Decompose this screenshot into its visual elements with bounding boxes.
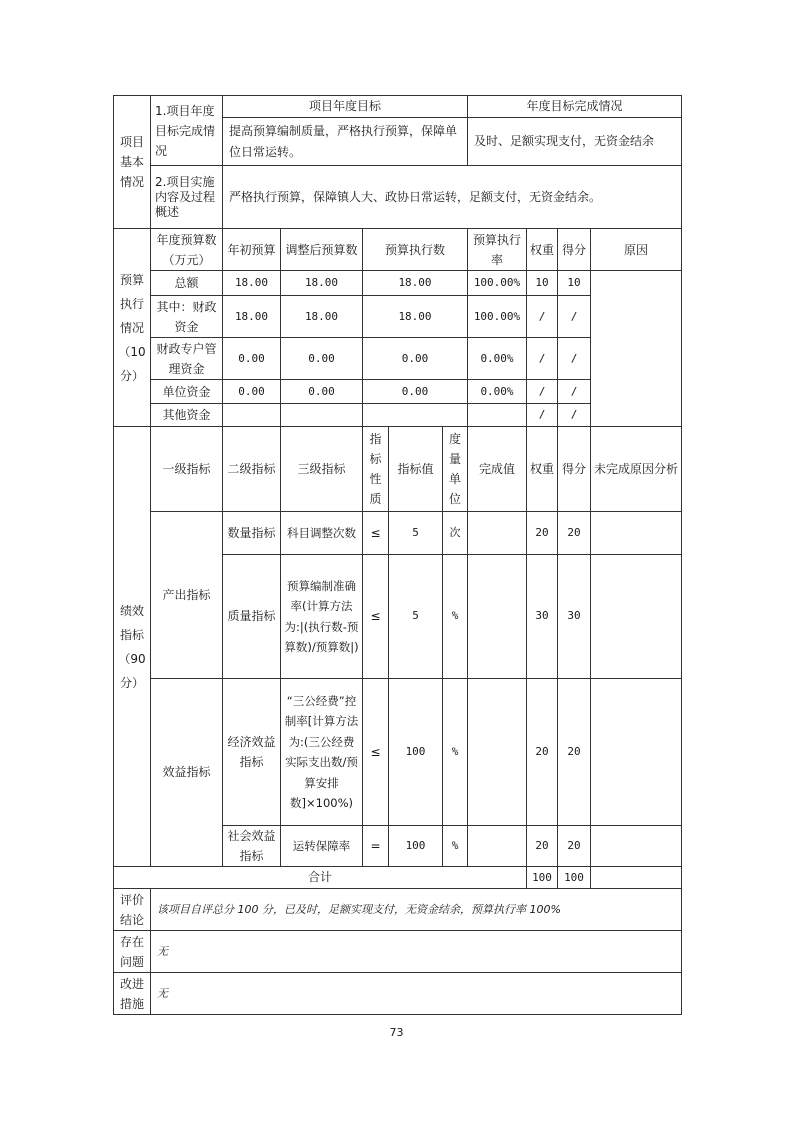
- perf-row-level2: [222, 554, 281, 679]
- total-label-text: 合计: [307, 870, 332, 884]
- perf-row-level2: [222, 825, 281, 867]
- impl-label-text: 2.项目实施内容及过程概述: [155, 174, 216, 219]
- perf-row-weight-text: 20: [535, 838, 549, 852]
- budget-header-reason-text: 原因: [623, 242, 648, 257]
- total-weight: [526, 866, 558, 889]
- budget-row-score: [557, 403, 591, 427]
- perf-row-reason: [590, 511, 682, 555]
- budget-row-name: [150, 337, 223, 380]
- total-blank: [590, 866, 682, 889]
- perf-row-nature-text: ≤: [370, 525, 381, 540]
- budget-row-executed: [362, 403, 468, 427]
- perf-row-level2-text: 数量指标: [227, 525, 276, 540]
- conclusion-label-text: 评价结论: [119, 892, 144, 927]
- perf-header-level3: [280, 426, 363, 512]
- budget-row-weight-text: /: [538, 351, 546, 365]
- section-performance-label: [113, 426, 151, 867]
- perf-header-nature-text: 指标性质: [369, 432, 382, 506]
- perf-header-weight-text: 权重: [530, 462, 555, 476]
- budget-row-score-text: /: [570, 384, 578, 398]
- budget-header-rate-text: 预算执行率: [472, 232, 521, 267]
- budget-row-initial-text: 18.00: [234, 276, 269, 289]
- perf-row-done: [467, 678, 527, 826]
- perf-row-unit-text: %: [451, 609, 459, 623]
- perf-header-nature: [362, 426, 389, 512]
- perf-header-unit-text: 度量单位: [448, 432, 461, 506]
- perf-row-score-text: 20: [567, 838, 581, 852]
- perf-row-score: [557, 554, 591, 679]
- perf-row-level3: [280, 554, 363, 679]
- perf-row-value: [388, 554, 443, 679]
- perf-header-value-text: 指标值: [397, 462, 434, 476]
- goal-label: [150, 95, 223, 166]
- budget-header-adjusted: [280, 228, 363, 271]
- perf-row-unit-text: %: [451, 744, 459, 758]
- budget-row-executed-text: 0.00: [401, 351, 429, 365]
- conclusion-text: [150, 888, 682, 931]
- budget-row-weight-text: 10: [535, 276, 549, 289]
- budget-row-score: [557, 379, 591, 404]
- measures-label: [113, 972, 151, 1015]
- budget-row-weight: [526, 337, 558, 380]
- perf-row-value-text: 100: [405, 744, 426, 758]
- perf-header-level2-text: 二级指标: [227, 462, 276, 476]
- perf-row-level3-text: “三公经费”控制率[计算方法为:(三公经费实际支出数/预算安排数]×100%): [284, 693, 359, 810]
- budget-row-initial-text: 18.00: [234, 309, 269, 323]
- budget-row-executed-text: 18.00: [398, 309, 432, 323]
- budget-row-rate: [467, 337, 527, 380]
- budget-row-name-text: 单位资金: [162, 384, 211, 399]
- budget-row-rate-text: 100.00%: [473, 309, 521, 323]
- completion-text-value: 及时、足额实现支付，无资金结余: [474, 134, 655, 148]
- section-budget-text: 预算执行情况（10分）: [118, 272, 146, 383]
- section-basic-label: [113, 95, 151, 229]
- perf-row-nature: [362, 554, 389, 679]
- measures-label-text: 改进措施: [119, 976, 144, 1011]
- goal-header-text: 项目年度目标: [308, 99, 381, 113]
- budget-row-name: [150, 403, 223, 427]
- perf-header-score-text: 得分: [561, 462, 586, 476]
- perf-header-score: [557, 426, 591, 512]
- perf-level1-output-text: 产出指标: [162, 587, 211, 602]
- perf-row-score: [557, 825, 591, 867]
- budget-row-initial: [222, 337, 281, 380]
- perf-level1-benefit: [150, 678, 223, 867]
- perf-row-level2-text: 质量指标: [227, 609, 276, 624]
- section-basic-text: 项目基本情况: [119, 135, 144, 189]
- budget-row-initial: [222, 295, 281, 338]
- total-label: [113, 866, 527, 889]
- perf-header-reason: [590, 426, 682, 512]
- budget-row-name: [150, 270, 223, 296]
- page-number: 73: [389, 1026, 404, 1039]
- perf-row-level3-text: 运转保障率: [292, 838, 351, 853]
- perf-row-weight-text: 20: [535, 744, 549, 758]
- budget-row-initial: [222, 403, 281, 427]
- perf-row-weight-text: 20: [535, 525, 549, 539]
- measures-text: [150, 972, 682, 1015]
- budget-row-adjusted: [280, 270, 363, 296]
- budget-row-adjusted-text: 0.00: [308, 351, 335, 365]
- budget-row-name-text: 其中：财政资金: [156, 299, 217, 334]
- impl-text-value: 严格执行预算，保障镇人大、政协日常运转，足额支付，无资金结余。: [229, 189, 602, 204]
- budget-row-score: [557, 337, 591, 380]
- perf-row-weight: [526, 825, 558, 867]
- budget-row-initial: [222, 379, 281, 404]
- perf-header-done-text: 完成值: [478, 462, 515, 476]
- budget-row-name: [150, 379, 223, 404]
- perf-row-score: [557, 511, 591, 555]
- problems-text-value: 无: [157, 945, 168, 958]
- budget-header-name-text: 年度预算数（万元）: [156, 232, 217, 267]
- perf-row-value: [388, 511, 443, 555]
- perf-header-done: [467, 426, 527, 512]
- impl-text: [222, 165, 682, 229]
- budget-row-name: [150, 295, 223, 338]
- budget-row-weight: [526, 270, 558, 296]
- perf-row-nature-text: =: [370, 838, 381, 853]
- conclusion-text-value: 该项目自评总分 100 分，已及时，足额实现支付，无资金结余，预算执行率 100%: [157, 903, 561, 916]
- perf-row-nature: [362, 511, 389, 555]
- perf-row-value: [388, 678, 443, 826]
- goal-text-value: 提高预算编制质量，严格执行预算，保障单位日常运转。: [229, 123, 458, 159]
- impl-label: [150, 165, 223, 229]
- budget-row-score: [557, 295, 591, 338]
- perf-row-unit: [442, 511, 468, 555]
- budget-row-adjusted-text: 18.00: [304, 309, 339, 323]
- budget-row-weight-text: /: [538, 309, 546, 323]
- budget-row-initial-text: 0.00: [238, 351, 265, 365]
- perf-row-unit: [442, 554, 468, 679]
- perf-row-done: [467, 511, 527, 555]
- goal-text: [222, 117, 468, 166]
- budget-row-executed-text: 0.00: [401, 384, 429, 398]
- section-budget-label: [113, 228, 151, 427]
- perf-row-weight: [526, 554, 558, 679]
- budget-row-weight: [526, 295, 558, 338]
- perf-row-level3: [280, 678, 363, 826]
- perf-row-level2-text: 社会效益指标: [227, 828, 276, 863]
- budget-header-weight-text: 权重: [530, 242, 555, 257]
- total-score-value: 100: [564, 871, 584, 884]
- perf-row-score-text: 20: [567, 744, 581, 758]
- perf-row-score-text: 20: [567, 525, 581, 539]
- budget-row-weight: [526, 379, 558, 404]
- perf-level1-output: [150, 511, 223, 679]
- budget-header-initial: [222, 228, 281, 271]
- total-weight-value: 100: [532, 871, 552, 884]
- budget-row-initial-text: 0.00: [238, 384, 265, 398]
- budget-row-score-text: /: [570, 309, 578, 323]
- budget-row-score-text: /: [570, 351, 578, 365]
- perf-row-unit-text: 次: [449, 525, 461, 539]
- perf-row-level2-text: 经济效益指标: [227, 734, 276, 769]
- budget-header-weight: [526, 228, 558, 271]
- budget-row-adjusted: [280, 337, 363, 380]
- goal-header: [222, 95, 468, 118]
- total-score: [557, 866, 591, 889]
- perf-level1-benefit-text: 效益指标: [162, 765, 211, 779]
- budget-row-rate: [467, 379, 527, 404]
- perf-row-level3: [280, 825, 363, 867]
- perf-row-level3-text: 预算编制准确率(计算方法为:|(执行数-预算数)/预算数|): [284, 578, 359, 654]
- perf-header-level2: [222, 426, 281, 512]
- perf-row-score: [557, 678, 591, 826]
- budget-row-weight-text: /: [538, 384, 546, 398]
- budget-header-score-text: 得分: [561, 242, 586, 257]
- perf-row-level3-text: 科目调整次数: [287, 525, 356, 540]
- budget-row-name-text: 总额: [174, 276, 199, 290]
- budget-header-reason: [590, 228, 682, 271]
- perf-row-unit: [442, 825, 468, 867]
- section-performance-text: 绩效指标（90分）: [118, 603, 146, 690]
- budget-row-rate: [467, 403, 527, 427]
- perf-row-nature-text: ≤: [370, 744, 381, 759]
- budget-header-adjusted-text: 调整后预算数: [285, 242, 358, 257]
- perf-row-weight: [526, 678, 558, 826]
- budget-row-rate-text: 0.00%: [480, 384, 514, 398]
- budget-row-weight-text: /: [538, 408, 546, 421]
- perf-row-done: [467, 554, 527, 679]
- perf-row-value: [388, 825, 443, 867]
- budget-row-rate: [467, 270, 527, 296]
- budget-header-executed: [362, 228, 468, 271]
- perf-header-unit: [442, 426, 468, 512]
- perf-row-value-text: 100: [405, 838, 426, 852]
- perf-row-reason: [590, 678, 682, 826]
- budget-row-adjusted: [280, 295, 363, 338]
- budget-header-name: [150, 228, 223, 271]
- perf-row-done: [467, 825, 527, 867]
- perf-row-unit: [442, 678, 468, 826]
- perf-header-level1: [150, 426, 223, 512]
- perf-header-weight: [526, 426, 558, 512]
- budget-row-executed-text: 18.00: [398, 276, 432, 289]
- goal-label-text: 1.项目年度目标完成情况: [155, 103, 216, 158]
- budget-row-score-text: /: [570, 408, 578, 421]
- perf-header-value: [388, 426, 443, 512]
- perf-row-score-text: 30: [567, 609, 581, 623]
- problems-label-text: 存在问题: [119, 934, 144, 969]
- completion-header: [467, 95, 682, 118]
- budget-header-score: [557, 228, 591, 271]
- problems-text: [150, 930, 682, 973]
- budget-header-rate: [467, 228, 527, 271]
- perf-row-unit-text: %: [451, 838, 459, 852]
- budget-row-score-text: 10: [567, 276, 581, 289]
- budget-reason-cell: [590, 270, 682, 427]
- budget-row-executed: [362, 270, 468, 296]
- perf-row-reason: [590, 554, 682, 679]
- perf-header-reason-text: 未完成原因分析: [594, 462, 679, 476]
- problems-label: [113, 930, 151, 973]
- budget-row-name-text: 其他资金: [162, 408, 211, 422]
- perf-header-level3-text: 三级指标: [297, 462, 346, 476]
- budget-row-adjusted: [280, 379, 363, 404]
- completion-text: [467, 117, 682, 166]
- budget-row-executed: [362, 295, 468, 338]
- perf-row-nature-text: ≤: [370, 609, 381, 624]
- perf-row-value-text: 5: [412, 609, 419, 623]
- budget-row-initial: [222, 270, 281, 296]
- perf-row-level2: [222, 511, 281, 555]
- budget-row-rate: [467, 295, 527, 338]
- budget-row-score: [557, 270, 591, 296]
- budget-row-name-text: 财政专户管理资金: [156, 341, 217, 376]
- budget-header-executed-text: 预算执行数: [384, 242, 445, 257]
- conclusion-label: [113, 888, 151, 931]
- perf-row-nature: [362, 825, 389, 867]
- perf-row-reason: [590, 825, 682, 867]
- perf-row-value-text: 5: [412, 525, 419, 539]
- budget-row-rate-text: 100.00%: [473, 276, 521, 289]
- perf-header-level1-text: 一级指标: [162, 462, 211, 476]
- budget-row-executed: [362, 379, 468, 404]
- budget-header-initial-text: 年初预算: [227, 242, 276, 257]
- budget-row-adjusted-text: 18.00: [304, 276, 339, 289]
- measures-text-value: 无: [157, 987, 168, 1000]
- perf-row-weight: [526, 511, 558, 555]
- perf-row-level3: [280, 511, 363, 555]
- budget-row-weight: [526, 403, 558, 427]
- budget-row-adjusted: [280, 403, 363, 427]
- budget-row-adjusted-text: 0.00: [308, 384, 335, 398]
- perf-row-weight-text: 30: [535, 609, 549, 623]
- budget-row-executed: [362, 337, 468, 380]
- budget-row-rate-text: 0.00%: [480, 351, 514, 365]
- perf-row-level2: [222, 678, 281, 826]
- completion-header-text: 年度目标完成情况: [526, 99, 623, 113]
- perf-row-nature: [362, 678, 389, 826]
